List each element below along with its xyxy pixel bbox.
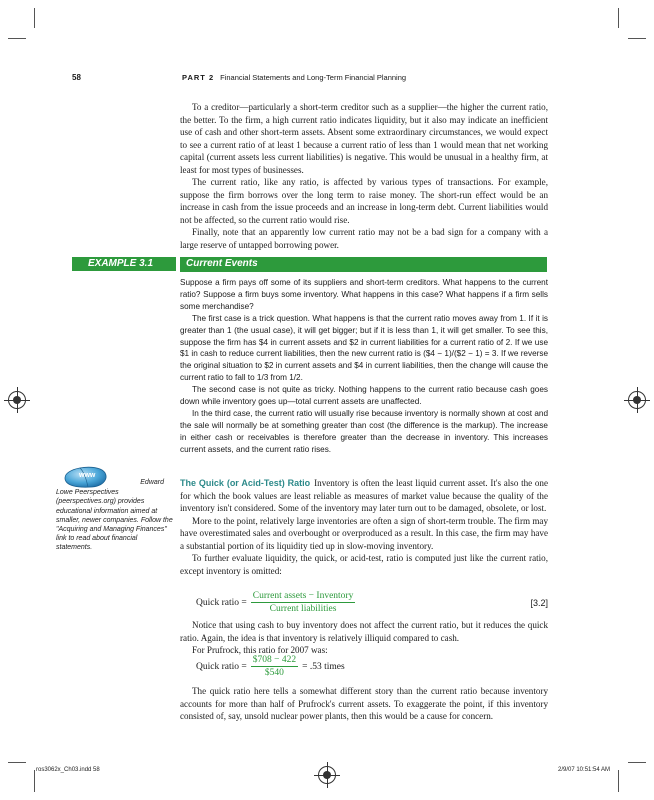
registration-mark-icon xyxy=(628,391,646,409)
formula-result: = .53 times xyxy=(302,661,345,672)
paragraph: In the third case, the current ratio will usually rise because inventory is normally shown at cost and the sale will normally be at something greater than cost (the difference is the markup). The increase in either cash or receivables is therefore greater than the decrease in inventory. This increases current assets, and the current ratio rises. xyxy=(180,408,548,454)
part-label: PART 2 xyxy=(182,73,215,82)
crop-mark xyxy=(8,38,26,39)
example-title: Current Events xyxy=(180,257,547,271)
crop-mark xyxy=(8,762,26,763)
footer-filename: ros3062x_Ch03.indd 58 xyxy=(36,767,100,773)
paragraph: The quick ratio here tells a somewhat different story than the current ratio because inventory accounts for more than half of Prufrock's current assets. To exaggerate the point, if this inventory consisted of, say, unsold nuclear power plants, then this would be a cause for concern. xyxy=(180,686,548,721)
formula-denominator: Current liabilities xyxy=(269,604,337,614)
example-label: EXAMPLE 3.1 xyxy=(72,257,176,271)
example-body xyxy=(180,277,548,456)
crop-mark xyxy=(618,8,619,28)
example-question: Suppose a firm pays off some of its suppliers and short-term creditors. What happens to the current ratio? Suppose a firm buys some inventory. What happens in this case? What happens if a firm sells some merchandise? xyxy=(180,278,548,311)
paragraph: Finally, note that an apparently low current ratio may not be a bad sign for a company with a large reserve of untapped borrowing power. xyxy=(180,227,548,250)
paragraph: To a creditor—particularly a short-term creditor such as a supplier—the higher the current ratio, the better. To the firm, a high current ratio indicates liquidity, but it also may indicate an inefficient use of cash and other short-term assets. Absent some extraordinary circumstances, we would expect to see a current ratio of at least 1 because a current ratio of less than 1 would mean that net working capital (current assets less current liabilities) is negative. This would be unusual in a healthy firm, at least for most types of businesses. xyxy=(180,102,548,175)
margin-note-text: Lowe Peerspectives (peerspectives.org) provides educational information aimed at smaller, newer companies. Follow the "Acquiring and Managing Finances" link to read about financial statements. xyxy=(56,489,173,552)
section-heading: The Quick (or Acid-Test) Ratio xyxy=(180,478,311,488)
quick-ratio-formula xyxy=(196,591,359,614)
equation-number: [3.2] xyxy=(530,598,548,608)
formula-numerator: Current assets − Inventory xyxy=(252,591,354,601)
paragraph: To further evaluate liquidity, the quick, or acid-test, ratio is computed just like the current ratio, except inventory is omitted: xyxy=(180,553,548,576)
formula-denominator: $540 xyxy=(264,668,284,678)
formula-numerator: $708 − 422 xyxy=(252,655,297,665)
paragraph: The first case is a trick question. What happens is that the current ratio moves away from 1. If it is greater than 1 (the usual case), it will get bigger; but if it is less than 1, it will get smaller. To see this, suppose the firm has $4 in current assets and $2 in current liabilities for a current ratio of 2. If we use $1 in cash to reduce current liabilities, then the new current ratio is ($4 − 1)/($2 − 1) = 3. If we reverse the original situation to $2 in current assets and $4 in current liabilities, then the change will cause the current ratio to fall to 1/3 from 1/2. xyxy=(180,313,548,383)
quick-ratio-section xyxy=(180,477,548,577)
paragraph: Notice that using cash to buy inventory does not affect the current ratio, but it reduces the quick ratio. Again, the idea is that inventory is relatively illiquid compared to cash. xyxy=(180,620,548,643)
paragraph: The current ratio, like any ratio, is affected by various types of transactions. For example, suppose the firm borrows over the long term to raise money. The short-run effect would be an increase in cash from the issue proceeds and an increase in long-term debt. Current liabilities would not be affected, so the current ratio would rise. xyxy=(180,177,548,225)
paragraph: For Prufrock, this ratio for 2007 was: xyxy=(192,645,328,655)
registration-mark-icon xyxy=(318,766,336,784)
example-divider xyxy=(180,271,547,272)
paragraph: Inventory is often the least liquid current asset. It's also the one for which the book values are least reliable as measures of market value because the quality of the inventory isn't considered. Some of the inventory may later turn out to be damaged, obsolete, or lost. xyxy=(180,478,548,513)
page-number: 58 xyxy=(72,73,81,82)
margin-note-title: Edward xyxy=(140,479,164,486)
crop-mark xyxy=(628,38,646,39)
section-text-3 xyxy=(180,685,548,723)
prufrock-quick-ratio xyxy=(196,655,345,678)
svg-text:www: www xyxy=(79,472,96,479)
crop-mark xyxy=(34,770,35,792)
formula-label: Quick ratio = xyxy=(196,597,247,608)
example-banner xyxy=(72,257,547,271)
crop-mark xyxy=(628,762,646,763)
footer-timestamp: 2/9/07 10:51:54 AM xyxy=(558,767,611,773)
paragraph: The second case is not quite as tricky. Nothing happens to the current ratio because cash goes down while inventory goes up—total current assets are unaffected. xyxy=(180,385,548,407)
running-header xyxy=(72,73,552,82)
margin-note xyxy=(56,478,174,553)
crop-mark xyxy=(34,8,35,28)
part-title: Financial Statements and Long-Term Financial Planning xyxy=(220,73,407,82)
paragraph: More to the point, relatively large inventories are often a sign of short-term trouble. The firm may have overestimated sales and overbought or overproduced as a result. In this case, the firm may have a substantial portion of its liquidity tied up in slow-moving inventory. xyxy=(180,515,548,551)
crop-mark xyxy=(618,770,619,792)
section-text-2 xyxy=(180,619,548,657)
registration-mark-icon xyxy=(8,391,26,409)
intro-text xyxy=(180,101,548,251)
formula-label: Quick ratio = xyxy=(196,661,247,672)
